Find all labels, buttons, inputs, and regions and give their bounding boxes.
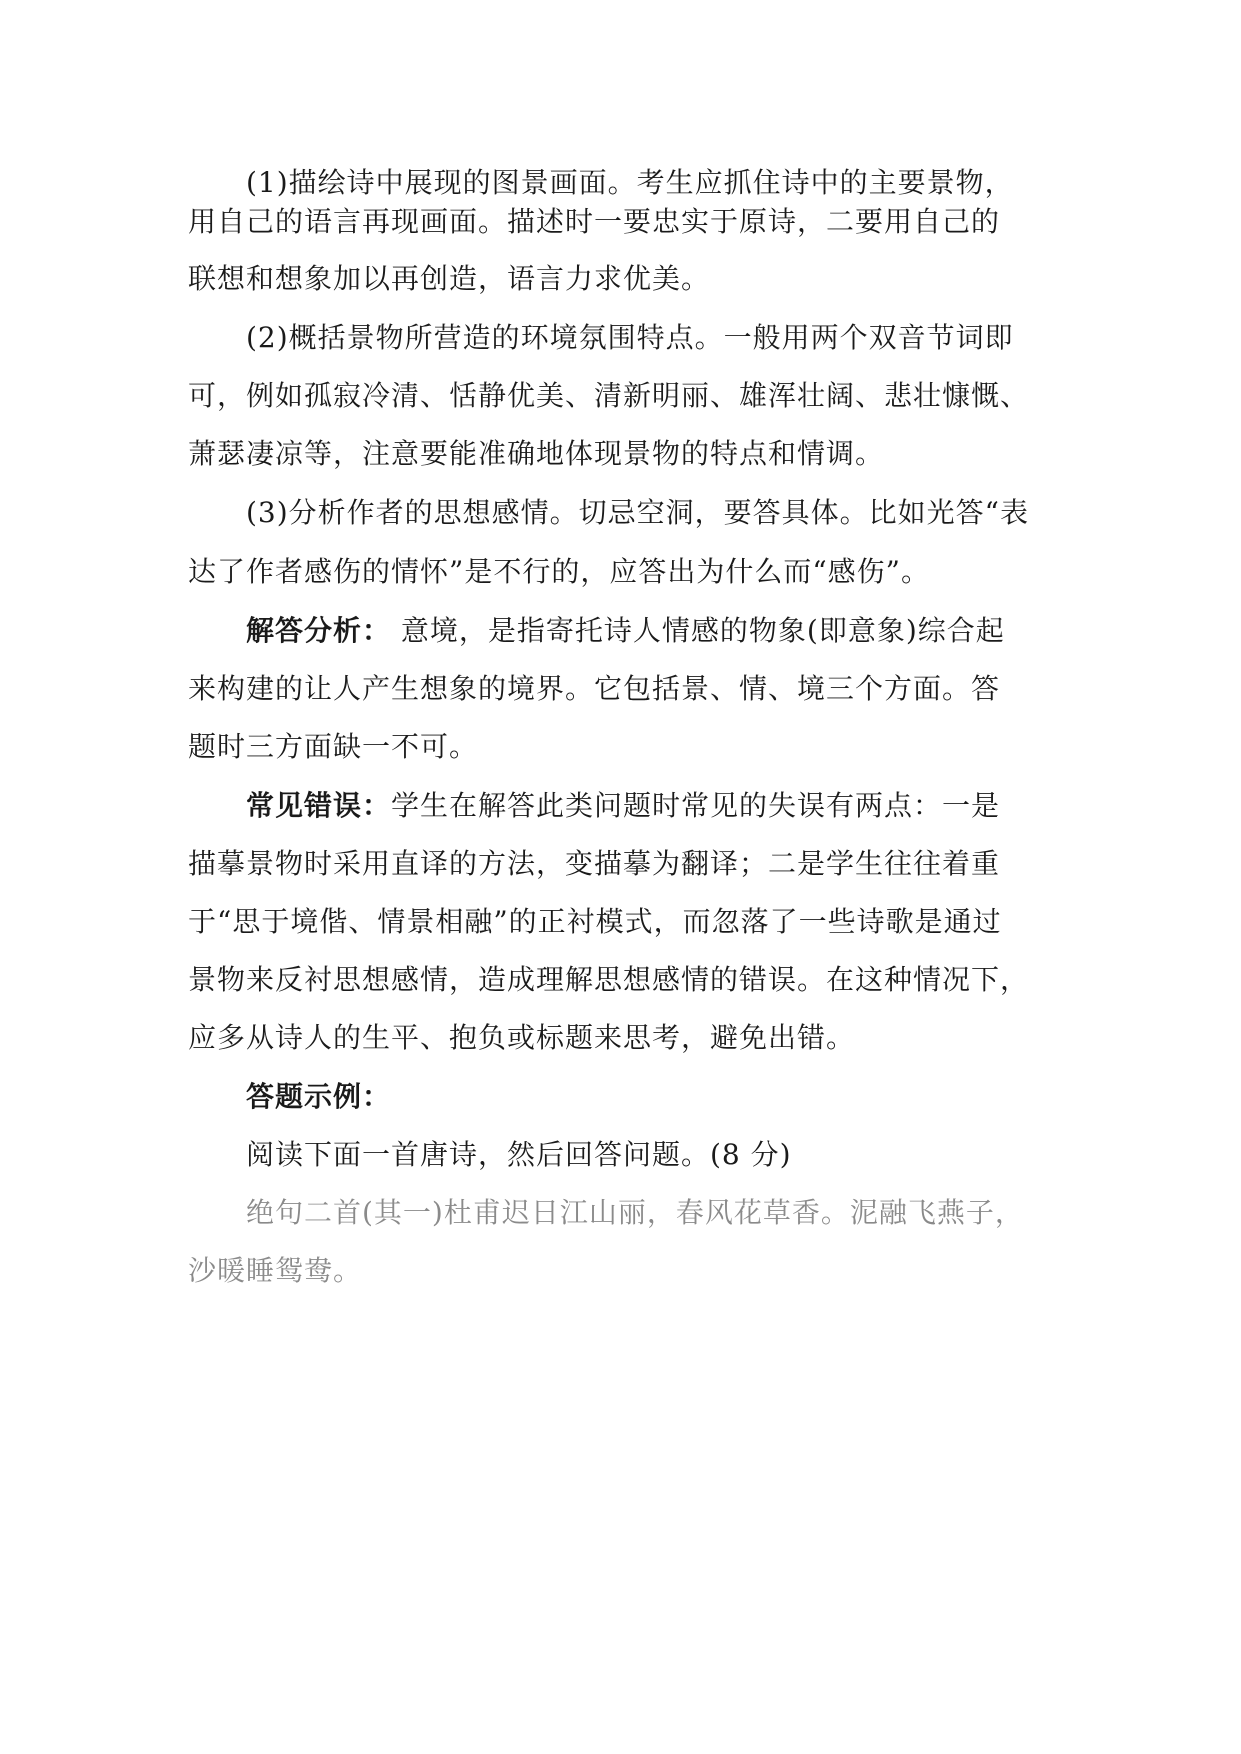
errors-line4: 景物来反衬思想感情，造成理解思想感情的错误。在这种情况下，	[188, 963, 1030, 996]
para1-line1: (1)描绘诗中展现的图景画面。考生应抓住诗中的主要景物，	[246, 166, 1014, 199]
para1-line3: 联想和想象加以再创造，语言力求优美。	[188, 262, 711, 295]
para1-line2: 用自己的语言再现画面。描述时一要忠实于原诗，二要用自己的	[188, 205, 1001, 238]
para3-line2: 达了作者感伤的情怀”是不行的，应答出为什么而“感伤”。	[188, 555, 930, 588]
analysis-line3: 题时三方面缺一不可。	[188, 730, 479, 763]
errors-label: 常见错误：	[246, 789, 392, 822]
para2-line2: 可，例如孤寂冷清、恬静优美、清新明丽、雄浑壮阔、悲壮慷慨、	[188, 379, 1030, 412]
example-instruction: 阅读下面一首唐诗，然后回答问题。(8 分)	[246, 1138, 792, 1171]
errors-line1	[246, 786, 1000, 826]
example-label: 答题示例：	[246, 1080, 392, 1113]
para3-line1: (3)分析作者的思想感情。切忌空洞，要答具体。比如光答“表	[246, 496, 1029, 529]
analysis-label: 解答分析：	[246, 614, 392, 647]
analysis-text-1: 意境，是指寄托诗人情感的物象(即意象)综合起	[391, 614, 1005, 647]
analysis-line2: 来构建的让人产生想象的境界。它包括景、情、境三个方面。答	[188, 672, 1001, 705]
analysis-line1	[246, 611, 1005, 651]
para2-line3: 萧瑟凄凉等，注意要能准确地体现景物的特点和情调。	[188, 437, 885, 470]
errors-line2: 描摹景物时采用直译的方法，变描摹为翻译；二是学生往往着重	[188, 847, 1001, 880]
poem-line1: 绝句二首(其一)杜甫迟日江山丽，春风花草香。泥融飞燕子，	[246, 1196, 1024, 1229]
errors-text-1: 学生在解答此类问题时常见的失误有两点：一是	[391, 789, 1001, 822]
para2-line1: (2)概括景物所营造的环境氛围特点。一般用两个双音节词即	[246, 321, 1014, 354]
errors-line3: 于“思于境偕、情景相融”的正衬模式，而忽落了一些诗歌是通过	[188, 905, 1002, 938]
poem-line2: 沙暖睡鸳鸯。	[188, 1254, 363, 1287]
errors-line5: 应多从诗人的生平、抱负或标题来思考，避免出错。	[188, 1021, 856, 1054]
